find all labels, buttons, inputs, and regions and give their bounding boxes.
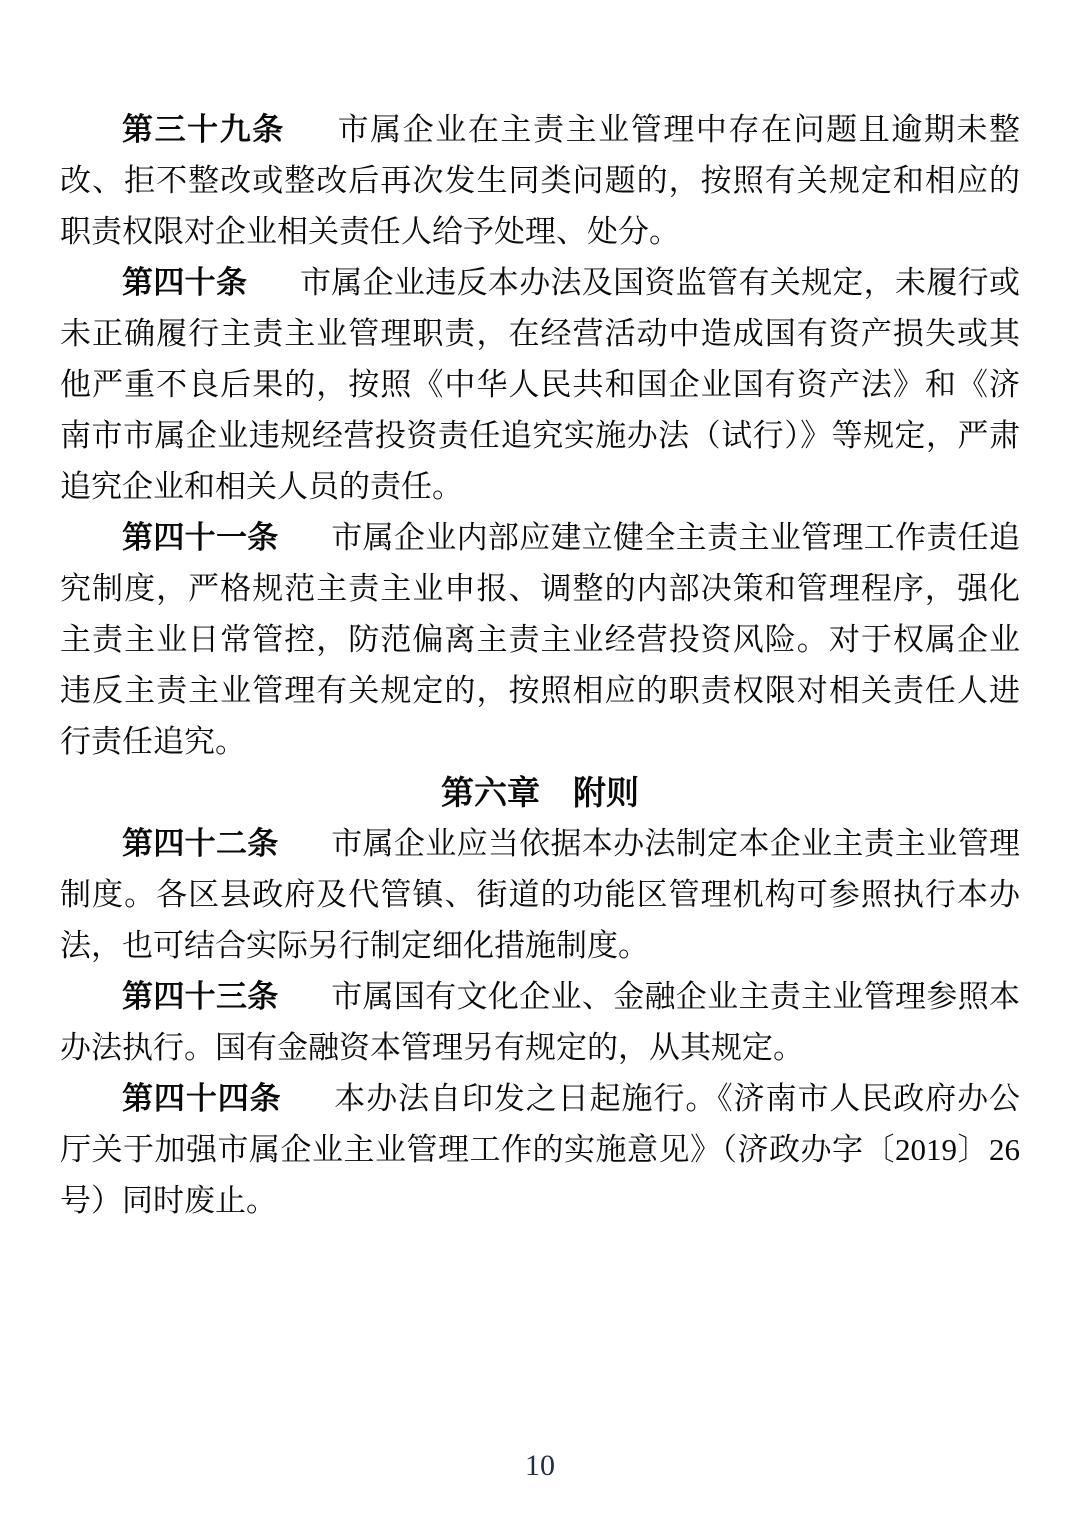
article-44-number: 第四十四条 xyxy=(122,1081,282,1116)
article-40-text: 市属企业违反本办法及国资监管有关规定，未履行或未正确履行主责主业管理职责，在经营活动中造成国有资产损失或其他严重不良后果的，按照《中华人民共和国企业国有资产法》和《济南市市属企业违规经营投资责任追究实施办法（试行）》等规定，严肃追究企业和相关人员的责任。 xyxy=(60,265,1020,504)
article-42-number: 第四十二条 xyxy=(122,826,279,861)
article-43 xyxy=(60,971,1020,1073)
article-43-text: 市属国有文化企业、金融企业主责主业管理参照本办法执行。国有金融资本管理另有规定的，从其规定。 xyxy=(60,979,1021,1065)
page-footer xyxy=(0,1449,1080,1483)
article-41 xyxy=(60,512,1020,767)
article-39-text: 市属企业在主责主业管理中存在问题且逾期未整改、拒不整改或整改后再次发生同类问题的，按照有关规定和相应的职责权限对企业相关责任人给予处理、处分。 xyxy=(60,112,1021,249)
article-44-text: 本办法自印发之日起施行。《济南市人民政府办公厅关于加强市属企业主业管理工作的实施意见》（济政办字〔2019〕26号）同时废止。 xyxy=(60,1081,1021,1218)
article-39 xyxy=(60,104,1020,257)
page-number: 10 xyxy=(525,1449,555,1482)
article-42 xyxy=(60,818,1020,971)
article-41-text: 市属企业内部应建立健全主责主业管理工作责任追究制度，严格规范主责主业申报、调整的内部决策和管理程序，强化主责主业日常管控，防范偏离主责主业经营投资风险。对于权属企业违反主责主业管理有关规定的，按照相应的职责权限对相关责任人进行责任追究。 xyxy=(60,520,1021,759)
article-43-number: 第四十三条 xyxy=(122,979,279,1014)
article-42-text: 市属企业应当依据本办法制定本企业主责主业管理制度。各区县政府及代管镇、街道的功能区管理机构可参照执行本办法，也可结合实际另行制定细化措施制度。 xyxy=(60,826,1021,963)
article-40 xyxy=(60,257,1020,512)
article-39-number: 第三十九条 xyxy=(122,112,285,147)
article-44 xyxy=(60,1073,1020,1226)
article-41-number: 第四十一条 xyxy=(122,520,279,555)
article-40-number: 第四十条 xyxy=(122,265,248,300)
chapter-heading: 第六章 附则 xyxy=(441,774,639,811)
